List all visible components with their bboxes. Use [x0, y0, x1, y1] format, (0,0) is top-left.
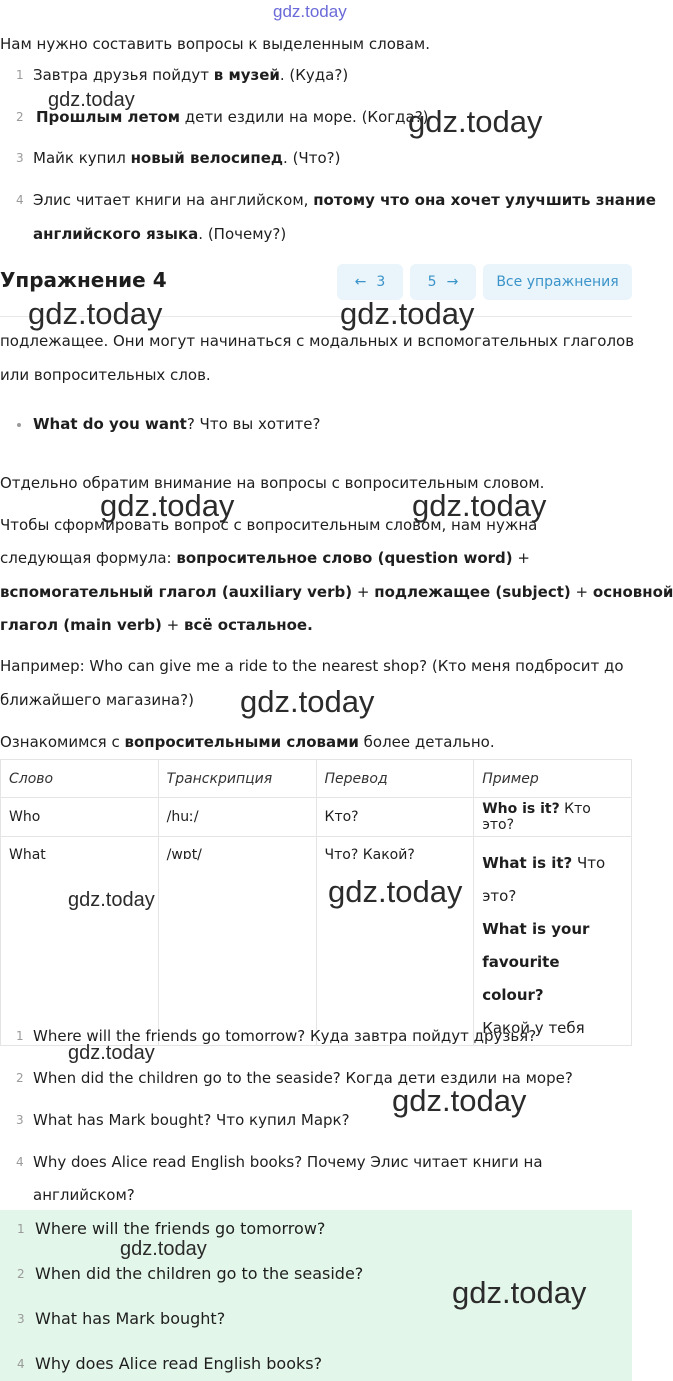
watermark: gdz.today — [120, 1238, 207, 1260]
table-row — [1, 837, 632, 1046]
list-item: Where will the friends go tomorrow? Куда завтра пойдут друзья? — [33, 1027, 537, 1045]
watermark: gdz.today — [392, 1083, 527, 1118]
arrow-left-icon: ← — [354, 274, 367, 290]
table-cell: /huː/ — [158, 798, 316, 837]
watermark: gdz.today — [48, 89, 135, 111]
watermark: gdz.today — [412, 488, 547, 523]
list-item: Элис читает книги на английском, потому что она хочет улучшить знание — [33, 191, 656, 209]
theory-paragraph: или вопросительных слов. — [0, 366, 211, 384]
table-header-cell: Транскрипция — [158, 760, 316, 798]
watermark: gdz.today — [452, 1275, 587, 1310]
theory-paragraph: Чтобы сформировать вопрос с вопросительным словом, нам нужна — [0, 516, 538, 534]
watermark: gdz.today — [28, 296, 163, 331]
list-item: What has Mark bought? — [35, 1309, 226, 1328]
list-number: 2 — [16, 1071, 24, 1085]
list-item: Why does Alice read English books? — [35, 1354, 323, 1373]
list-number: 2 — [16, 110, 24, 124]
table-cell: Who — [1, 798, 159, 837]
table-cell: Who is it? Кто это? — [474, 798, 632, 837]
watermark: gdz.today — [100, 488, 235, 523]
list-number: 1 — [17, 1222, 25, 1236]
list-number: 4 — [16, 1155, 24, 1169]
list-number: 3 — [16, 151, 24, 165]
list-number: 4 — [17, 1357, 25, 1371]
list-item: What has Mark bought? Что купил Марк? — [33, 1111, 350, 1129]
list-item: Where will the friends go tomorrow? — [35, 1219, 326, 1238]
list-number: 2 — [17, 1267, 25, 1281]
list-number: 4 — [16, 193, 24, 207]
list-item: Why does Alice read English books? Почему Элис читает книги на — [33, 1153, 543, 1171]
list-number: 3 — [17, 1312, 25, 1326]
list-item-continuation: английском? — [33, 1186, 135, 1204]
theory-paragraph: ближайшего магазина?) — [0, 691, 194, 709]
intro-text: Нам нужно составить вопросы к выделенным словам. — [0, 35, 431, 53]
list-item-continuation: английского языка. (Почему?) — [33, 225, 287, 243]
list-number: 1 — [16, 68, 24, 82]
watermark: gdz.today — [240, 684, 375, 719]
theory-paragraph: Например: Who can give me a ride to the nearest shop? (Кто меня подбросит до — [0, 657, 624, 675]
all-exercises-button[interactable]: Все упражнения — [483, 264, 632, 300]
table-header-cell: Пример — [474, 760, 632, 798]
table-header-cell: Перевод — [316, 760, 474, 798]
table-cell: /wɒt/ — [158, 837, 316, 1046]
bullet-dot — [17, 423, 21, 427]
watermark: gdz.today — [68, 889, 155, 911]
table-row — [1, 798, 632, 837]
theory-paragraph: следующая формула: вопросительное слово (question word) + — [0, 549, 530, 567]
prev-exercise-button[interactable]: ← 3 — [337, 264, 403, 300]
list-item: Завтра друзья пойдут в музей. (Куда?) — [33, 66, 349, 84]
table-header-cell: Слово — [1, 760, 159, 798]
watermark: gdz.today — [273, 2, 347, 21]
list-number: 1 — [16, 1029, 24, 1043]
theory-paragraph: Ознакомимся с вопросительными словами более детально. — [0, 733, 495, 751]
table-cell: What is it? Что это? What is your favourite colour? Какой у тебя — [474, 837, 632, 1046]
theory-paragraph: глагол (main verb) + всё остальное. — [0, 616, 313, 634]
table-cell: What — [1, 837, 159, 1046]
watermark: gdz.today — [340, 296, 475, 331]
theory-paragraph: вспомогательный глагол (auxiliary verb) + подлежащее (subject) + основной — [0, 583, 673, 601]
exercise-title: Упражнение 4 — [0, 268, 167, 292]
table-cell: Что? Какой? — [316, 837, 474, 1046]
list-item: When did the children go to the seaside? Когда дети ездили на море? — [33, 1069, 573, 1087]
watermark: gdz.today — [68, 1042, 155, 1064]
list-item: When did the children go to the seaside? — [35, 1264, 364, 1283]
watermark: gdz.today — [328, 874, 463, 909]
table-header-row — [1, 760, 632, 798]
watermark: gdz.today — [408, 104, 543, 139]
arrow-right-icon: → — [446, 274, 459, 290]
theory-paragraph: Отдельно обратим внимание на вопросы с вопросительным словом. — [0, 474, 545, 492]
theory-paragraph: подлежащее. Они могут начинаться с модальных и вспомогательных глаголов — [0, 332, 635, 350]
next-exercise-button[interactable]: 5 → — [410, 264, 476, 300]
list-item: Майк купил новый велосипед. (Что?) — [33, 149, 341, 167]
table-cell: Кто? — [316, 798, 474, 837]
bullet-item: What do you want? Что вы хотите? — [33, 415, 321, 433]
list-number: 3 — [16, 1113, 24, 1127]
list-item: Прошлым летом дети ездили на море. (Когда?) — [36, 108, 429, 126]
